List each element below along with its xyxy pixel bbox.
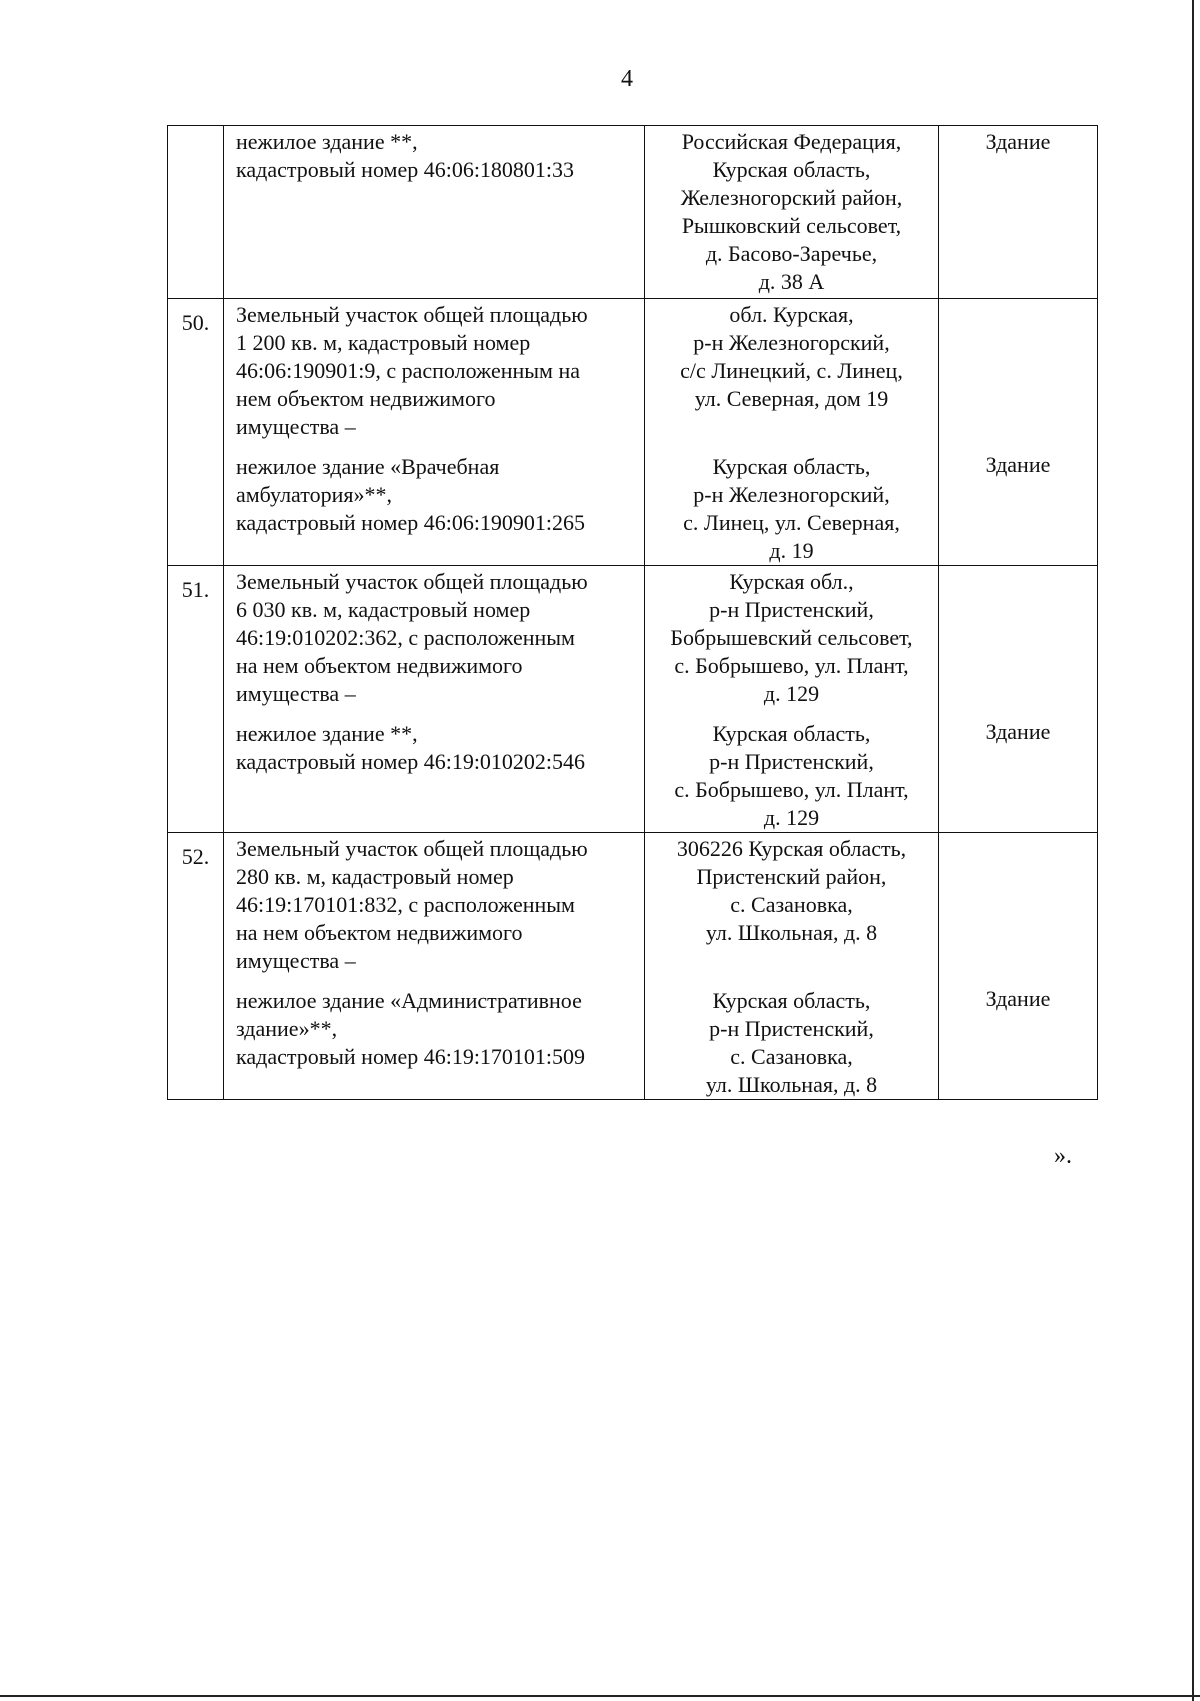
object-type: Здание	[985, 986, 1051, 1011]
row-number: 52.	[181, 844, 210, 869]
object-type-spacer	[939, 833, 1097, 979]
row-number-cell	[168, 299, 224, 566]
object-description-cell	[224, 126, 645, 299]
table-row	[168, 566, 1098, 833]
land-plot-address: Курская обл., р-н Пристенский, Бобрышевский сельсовет, с. Бобрышево, ул. Плант, д. 129	[670, 569, 913, 706]
row-number: 51.	[181, 577, 210, 602]
row-number: 50.	[181, 310, 210, 335]
page-edge-bottom	[0, 1695, 1200, 1697]
object-description-cell	[224, 566, 645, 833]
address-cell	[645, 299, 939, 566]
address-cell	[645, 566, 939, 833]
building-address: Курская область, р-н Пристенский, с. Сазановка, ул. Школьная, д. 8	[705, 988, 878, 1097]
table-row	[168, 833, 1098, 1100]
land-plot-description: Земельный участок общей площадью 280 кв. м, кадастровый номер 46:19:170101:832, с расположенным на нем объектом недвижимого имущества –	[236, 836, 588, 973]
building-description: нежилое здание **, кадастровый номер 46:06:180801:33	[236, 129, 575, 182]
building-address: Курская область, р-н Пристенский, с. Бобрышево, ул. Плант, д. 129	[674, 721, 909, 830]
object-type-cell	[939, 299, 1098, 566]
object-type-spacer	[939, 299, 1097, 445]
building-address: Курская область, р-н Железногорский, с. Линец, ул. Северная, д. 19	[683, 454, 900, 563]
table-row	[168, 299, 1098, 566]
object-description-cell	[224, 299, 645, 566]
building-description: нежилое здание «Административное здание»**, кадастровый номер 46:19:170101:509	[236, 988, 586, 1069]
land-plot-address: обл. Курская, р-н Железногорский, с/с Линецкий, с. Линец, ул. Северная, дом 19	[680, 302, 903, 411]
building-address: Российская Федерация, Курская область, Железногорский район, Рышковский сельсовет, д. Басово-Заречье, д. 38 А	[680, 129, 903, 294]
row-number	[168, 126, 223, 136]
page-edge-right	[1192, 0, 1194, 1701]
object-type: Здание	[985, 452, 1051, 477]
land-plot-description: Земельный участок общей площадью 1 200 кв. м, кадастровый номер 46:06:190901:9, с расположенным на нем объектом недвижимого имущества –	[236, 302, 588, 439]
object-type-spacer	[939, 566, 1097, 712]
row-number-cell	[168, 833, 224, 1100]
land-plot-address: 306226 Курская область, Пристенский район, с. Сазановка, ул. Школьная, д. 8	[676, 836, 907, 945]
object-type-cell	[939, 126, 1098, 299]
property-table	[167, 125, 1098, 1100]
object-type: Здание	[985, 719, 1051, 744]
object-type: Здание	[985, 129, 1051, 154]
table-row	[168, 126, 1098, 299]
building-description: нежилое здание «Врачебная амбулатория»**, кадастровый номер 46:06:190901:265	[236, 454, 586, 535]
building-description: нежилое здание **, кадастровый номер 46:19:010202:546	[236, 721, 586, 774]
land-plot-description: Земельный участок общей площадью 6 030 кв. м, кадастровый номер 46:19:010202:362, с расположенным на нем объектом недвижимого имущества –	[236, 569, 588, 706]
address-cell	[645, 126, 939, 299]
closing-quote: ».	[1054, 1143, 1072, 1169]
address-cell	[645, 833, 939, 1100]
object-description-cell	[224, 833, 645, 1100]
object-type-cell	[939, 833, 1098, 1100]
row-number-cell	[168, 126, 224, 299]
row-number-cell	[168, 566, 224, 833]
object-type-cell	[939, 566, 1098, 833]
page-number: 4	[621, 66, 633, 92]
